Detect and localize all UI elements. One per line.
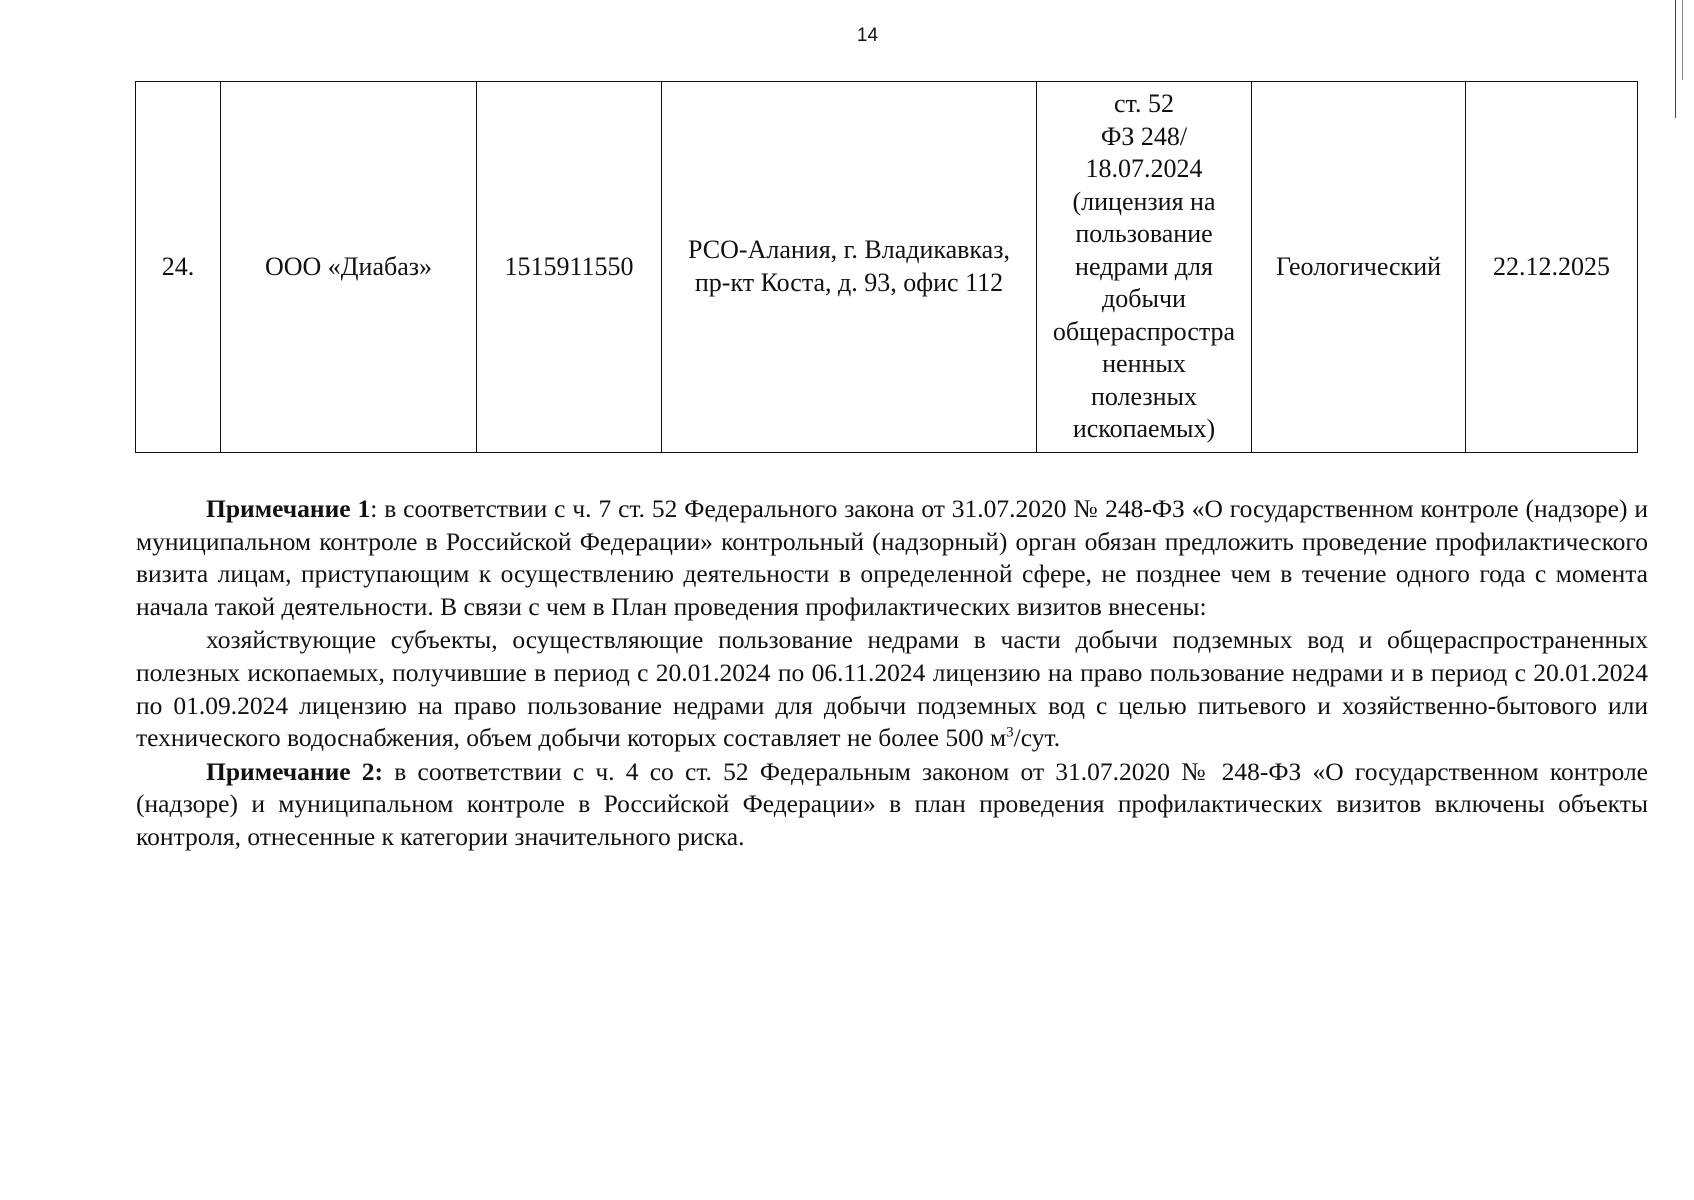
note-1 bbox=[136, 493, 1648, 623]
inn-cell: 1515911550 bbox=[477, 82, 662, 453]
note-2 bbox=[136, 756, 1648, 854]
entities-unit: /сут. bbox=[1013, 723, 1061, 753]
scan-edge-line bbox=[1682, 0, 1683, 80]
entities-text: хозяйствующие субъекты, осуществляющие пользование недрами в части добычи подземных вод и общераспространенных полезных ископаемых, получившие в период с 20.01.2024 по 06.11.2024 лицензию на право пользование недрами и в период с 20.01.2024 по 01.09.2024 лицензию на право пользование недрами для добычи подземных вод с целью питьевого и хозяйственно-бытового или технического водоснабжения, объем добычи которых составляет не более 500 м bbox=[136, 625, 1648, 753]
table-row bbox=[136, 82, 1638, 453]
row-number-cell: 24. bbox=[136, 82, 221, 453]
note-2-text: в соответствии с ч. 4 со ст. 52 Федеральным законом от 31.07.2020 № 248-ФЗ «О государственном контроле (надзоре) и муниципальном контроле в Российской Федерации» в план проведения профилактических визитов включены объекты контроля, отнесенные к категории значительного риска. bbox=[136, 756, 1648, 851]
registry-table bbox=[135, 81, 1638, 453]
note-1-label: Примечание 1 bbox=[206, 494, 371, 523]
scan-edge-line bbox=[1675, 0, 1676, 118]
address-cell: РСО-Алания, г. Владикавказ, пр-кт Коста, д. 93, офис 112 bbox=[662, 82, 1037, 453]
organization-cell: ООО «Диабаз» bbox=[221, 82, 477, 453]
note-2-label: Примечание 2: bbox=[206, 756, 384, 786]
date-cell: 22.12.2025 bbox=[1466, 82, 1638, 453]
note-1-text: : в соответствии с ч. 7 ст. 52 Федерального закона от 31.07.2020 № 248-ФЗ «О государственном контроле (надзоре) и муниципальном контроле в Российской Федерации» контрольный (надзорный) орган обязан предложить проведение профилактического визита лицам, приступающим к осуществлению деятельности в определенной сфере, не позднее чем в течение одного года с момента начала такой деятельности. В связи с чем в План проведения профилактических визитов внесены: bbox=[136, 494, 1648, 621]
notes-section bbox=[136, 493, 1648, 854]
control-type-cell: Геологический bbox=[1252, 82, 1466, 453]
superscript: 3 bbox=[1006, 724, 1014, 741]
legal-basis-cell: ст. 52 ФЗ 248/ 18.07.2024 (лицензия на пользование недрами для добычи общераспростра ненных полезных ископаемых) bbox=[1037, 82, 1252, 453]
page-number: 14 bbox=[856, 25, 879, 46]
entities-paragraph bbox=[136, 624, 1648, 754]
